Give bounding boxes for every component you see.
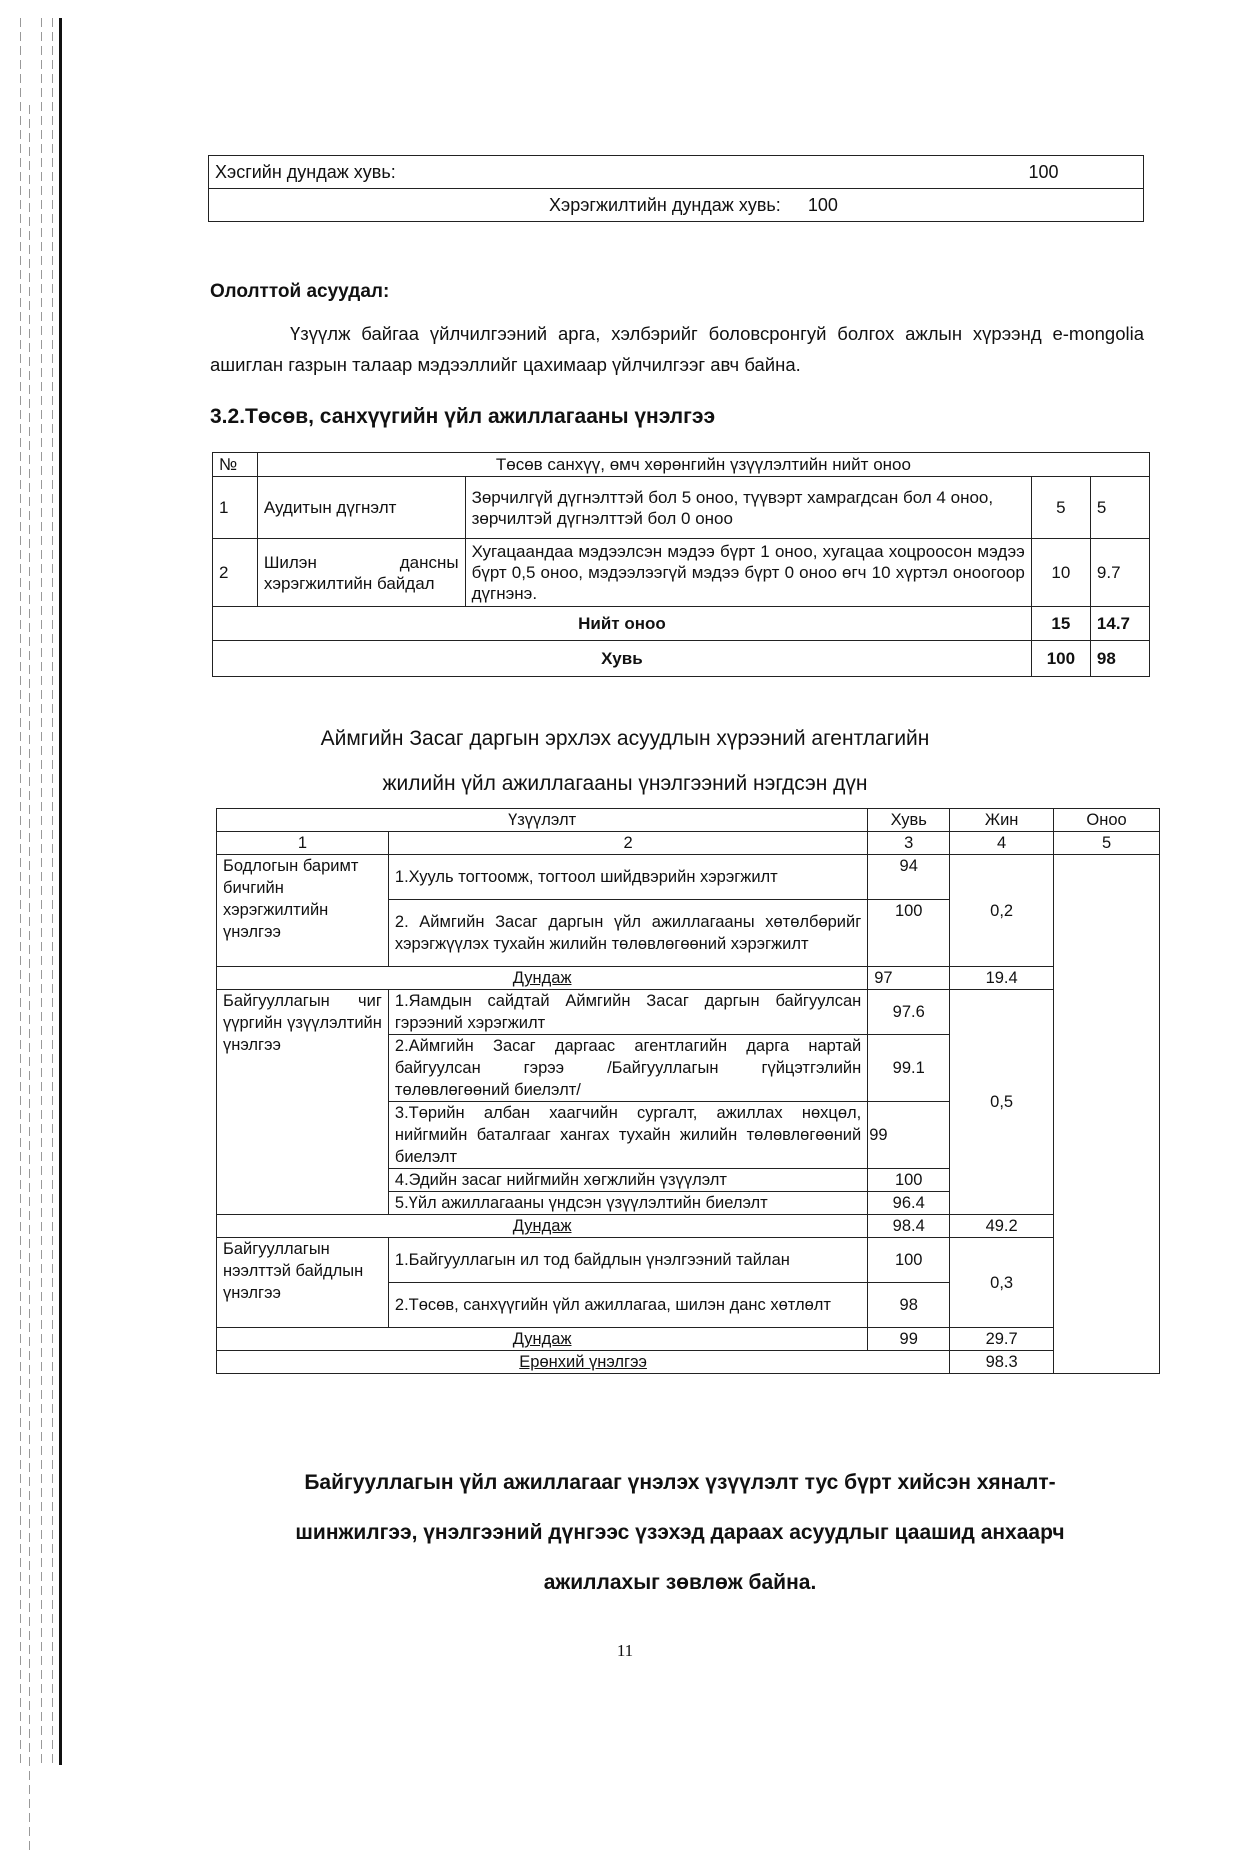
group-weight: 0,2 xyxy=(950,855,1054,967)
col-number: 1 xyxy=(217,832,389,855)
closing-line2: шинжилгээ, үнэлгээний дүнгээс үзэхэд дараах асуудлыг цаашид анхаарч xyxy=(295,1521,1065,1544)
item-text: 1.Хууль тогтоомж, тогтоол шийдвэрийн хэрэгжилт xyxy=(388,855,867,900)
row-criteria: Хугацаандаа мэдээлсэн мэдээ бүрт 1 оноо, хугацаа хоцроосон мэдээ бүрт 0,5 оноо, мэдээлээгүй мэдээ бүрт 0 оноо өгч 10 хүртэл оноогоор дүгнэнэ. xyxy=(465,539,1031,607)
table-row xyxy=(217,1238,1160,1283)
budget-section-heading: 3.2.Төсөв, санхүүгийн үйл ажиллагааны үнэлгээ xyxy=(210,405,716,428)
row-max-score: 10 xyxy=(1031,539,1090,607)
average-weighted: 19.4 xyxy=(950,967,1054,990)
header-number: № xyxy=(213,453,258,477)
summary-title-line2: жилийн үйл ажиллагааны үнэлгээний нэгдсэн дүн xyxy=(382,772,868,795)
row-score: 9.7 xyxy=(1090,539,1149,607)
implementation-average-label: Хэрэгжилтийн дундаж хувь: xyxy=(549,194,781,215)
table-row xyxy=(217,855,1160,900)
section-average-label: Хэсгийн дундаж хувь: xyxy=(215,161,396,182)
average-weighted: 49.2 xyxy=(950,1215,1054,1238)
group-name: Байгууллагын нээлттэй байдлын үнэлгээ xyxy=(217,1238,389,1328)
section-average-value: 100 xyxy=(1028,161,1059,182)
section-average-row xyxy=(209,156,1144,189)
scan-binding-edge xyxy=(0,0,70,1765)
item-text: 1.Яамдын сайдтай Аймгийн Засаг даргын байгуулсан гэрээний хэрэгжилт xyxy=(388,990,867,1035)
implementation-average-value: 100 xyxy=(807,194,838,215)
summary-table xyxy=(208,155,1144,222)
average-weighted: 29.7 xyxy=(950,1328,1054,1351)
average-label: Дундаж xyxy=(217,967,868,990)
item-text: 5.Үйл ажиллагааны үндсэн үзүүлэлтийн биелэлт xyxy=(388,1192,867,1215)
score-column-empty xyxy=(1054,855,1160,1374)
percent-score: 98 xyxy=(1090,641,1149,677)
percent-max: 100 xyxy=(1031,641,1090,677)
achievement-heading: Ололттой асуудал: xyxy=(210,281,390,302)
header-weight: Жин xyxy=(950,809,1054,832)
percent-label: Хувь xyxy=(213,641,1032,677)
average-percent: 98.4 xyxy=(868,1215,950,1238)
average-label: Дундаж xyxy=(217,1215,868,1238)
row-criteria: Зөрчилгүй дүгнэлттэй бол 5 оноо, түүвэрт хамрагдсан бол 4 оноо, зөрчилтэй дүгнэлттэй бол 0 оноо xyxy=(465,477,1031,539)
closing-line1: Байгууллагын үйл ажиллагааг үнэлэх үзүүлэлт тус бүрт хийсэн хяналт- xyxy=(304,1471,1056,1494)
average-row xyxy=(217,1328,1160,1351)
col-number: 3 xyxy=(868,832,950,855)
budget-score-table xyxy=(212,452,1150,677)
item-text: 2.Төсөв, санхүүгийн үйл ажиллагаа, шилэн данс хөтлөлт xyxy=(388,1283,867,1328)
average-row xyxy=(217,1215,1160,1238)
group-name: Бодлогын баримт бичгийн хэрэгжилтийн үнэлгээ xyxy=(217,855,389,967)
table-header-row xyxy=(217,809,1160,832)
group-weight: 0,5 xyxy=(950,990,1054,1215)
total-score: 14.7 xyxy=(1090,607,1149,641)
item-percent: 100 xyxy=(868,1238,950,1283)
table-row xyxy=(213,539,1150,607)
item-text: 1.Байгууллагын ил тод байдлын үнэлгээний тайлан xyxy=(388,1238,867,1283)
header-score: Оноо xyxy=(1054,809,1160,832)
evaluation-summary-table xyxy=(216,808,1160,1374)
page-number: 11 xyxy=(616,1641,634,1660)
table-row xyxy=(217,990,1160,1035)
group-name: Байгууллагын чиг үүргийн үзүүлэлтийн үнэлгээ xyxy=(217,990,389,1215)
item-text: 4.Эдийн засаг нийгмийн хөгжлийн үзүүлэлт xyxy=(388,1169,867,1192)
overall-label: Ерөнхий үнэлгээ xyxy=(217,1351,950,1374)
group-weight: 0,3 xyxy=(950,1238,1054,1328)
header-title: Төсөв санхүү, өмч хөрөнгийн үзүүлэлтийн нийт оноо xyxy=(257,453,1149,477)
item-text: 2. Аймгийн Засаг даргын үйл ажиллагааны хөтөлбөрийг хэрэгжүүлэх тухайн жилийн төлөвлөгөөний хэрэгжилт xyxy=(388,900,867,967)
overall-row xyxy=(217,1351,1160,1374)
total-row xyxy=(213,607,1150,641)
row-name: Аудитын дүгнэлт xyxy=(257,477,465,539)
table-header-row xyxy=(213,453,1150,477)
percent-row xyxy=(213,641,1150,677)
average-percent: 97 xyxy=(868,967,950,990)
item-percent: 100 xyxy=(868,1169,950,1192)
summary-title-line1: Аймгийн Засаг даргын эрхлэх асуудлын хүрээний агентлагийн xyxy=(320,727,930,750)
item-percent: 96.4 xyxy=(868,1192,950,1215)
closing-line3: ажиллахыг зөвлөж байна. xyxy=(543,1571,817,1594)
column-number-row xyxy=(217,832,1160,855)
header-percent: Хувь xyxy=(868,809,950,832)
col-number: 5 xyxy=(1054,832,1160,855)
item-text: 2.Аймгийн Засаг даргаас агентлагийн дарга нартай байгуулсан гэрээ /Байгууллагын гүйцэтгэлийн төлөвлөгөөний биелэлт/ xyxy=(388,1035,867,1102)
item-percent: 97.6 xyxy=(868,990,950,1035)
average-percent: 99 xyxy=(868,1328,950,1351)
item-percent: 94 xyxy=(868,855,950,900)
row-number: 1 xyxy=(213,477,258,539)
row-name: Шилэн дансны хэрэгжилтийн байдал xyxy=(257,539,465,607)
average-row xyxy=(217,967,1160,990)
implementation-average-row xyxy=(209,189,1144,222)
col-number: 2 xyxy=(388,832,867,855)
total-label: Нийт оноо xyxy=(213,607,1032,641)
row-number: 2 xyxy=(213,539,258,607)
overall-value: 98.3 xyxy=(950,1351,1054,1374)
item-percent: 99.1 xyxy=(868,1035,950,1102)
item-percent: 100 xyxy=(868,900,950,967)
total-max: 15 xyxy=(1031,607,1090,641)
row-score: 5 xyxy=(1090,477,1149,539)
average-label: Дундаж xyxy=(217,1328,868,1351)
col-number: 4 xyxy=(950,832,1054,855)
header-indicator: Үзүүлэлт xyxy=(217,809,868,832)
item-percent: 98 xyxy=(868,1283,950,1328)
item-percent: 99 xyxy=(868,1102,950,1169)
table-row xyxy=(213,477,1150,539)
item-text: 3.Төрийн албан хаагчийн сургалт, ажиллах нөхцөл, нийгмийн баталгааг хангах тухайн жилийн төлөвлөгөөний биелэлт xyxy=(388,1102,867,1169)
achievement-paragraph: Үзүүлж байгаа үйлчилгээний арга, хэлбэрийг боловсронгуй болгох ажлын хүрээнд e-mongolia ашиглан газрын талаар мэдээллийг цахимаар үйлчилгээг авч байна. xyxy=(210,323,1144,375)
row-max-score: 5 xyxy=(1031,477,1090,539)
